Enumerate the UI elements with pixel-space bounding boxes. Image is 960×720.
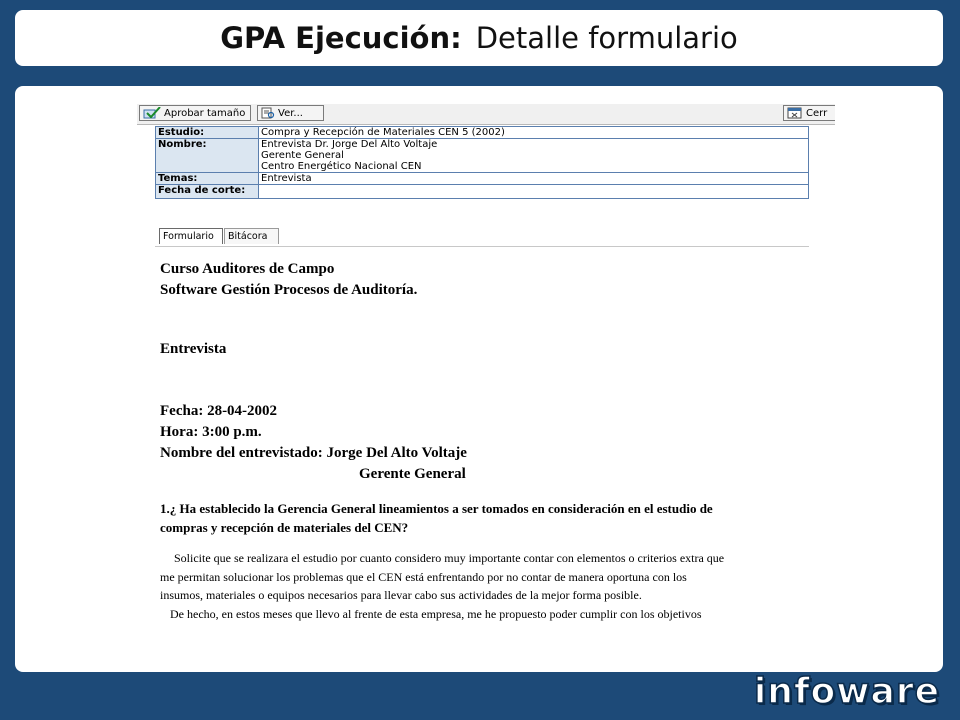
table-row [156,127,809,139]
temas-value: Entrevista [259,173,809,185]
nombre-value [259,139,809,173]
close-button[interactable] [783,105,835,121]
window-close-icon [787,107,803,119]
toolbar [137,104,835,125]
tab-bar [155,227,809,247]
document-view-icon [261,107,275,119]
fecha-corte-label: Fecha de corte: [156,185,259,199]
interview-time: Hora: 3:00 p.m. [160,424,262,440]
temas-label: Temas: [156,173,259,185]
tab-bitacora[interactable] [224,228,279,244]
approve-size-button[interactable] [139,105,251,121]
slide-title-rest: Detalle formulario [475,21,738,55]
estudio-value: Compra y Recepción de Materiales CEN 5 (2002) [259,127,809,139]
checkmark-icon [143,107,161,119]
info-table [155,126,809,199]
nombre-label: Nombre: [156,139,259,173]
estudio-label: Estudio: [156,127,259,139]
answer-line-2: me permitan solucionar los problemas que el CEN está enfrentando por no contar de manera oportuna con los [160,569,687,584]
table-row [156,185,809,199]
view-button[interactable] [257,105,324,121]
close-label: Cerr [806,107,828,119]
slide-title [15,10,943,66]
table-row [156,139,809,173]
approve-size-label: Aprobar tamaño [164,107,246,119]
nombre-line-1: Entrevista Dr. Jorge Del Alto Voltaje [261,139,438,150]
fecha-corte-value [259,185,809,199]
nombre-line-2: Gerente General [261,150,344,161]
tab-bitacora-label: Bitácora [228,231,268,242]
infoware-logo: infoware [753,671,940,712]
interview-heading: Entrevista [160,341,227,357]
tab-formulario[interactable] [159,228,223,244]
interviewee-name: Nombre del entrevistado: Jorge Del Alto Voltaje [160,445,467,461]
answer-line-3: insumos, materiales o equipos necesarios para llevar cabo sus actividades de la mejor forma posible. [160,588,642,602]
interviewee-position: Gerente General [359,466,466,482]
view-label: Ver... [278,107,303,119]
nombre-line-3: Centro Energético Nacional CEN [261,161,422,172]
software-title: Software Gestión Procesos de Auditoría. [160,282,418,298]
slide-title-bold: GPA Ejecución: [220,21,462,55]
course-title: Curso Auditores de Campo [160,261,335,277]
tab-formulario-label: Formulario [163,231,214,242]
answer-line-4: De hecho, en estos meses que llevo al frente de esta empresa, me he propuesto poder cumplir con los objetivos [170,606,702,621]
table-row [156,173,809,185]
question-1-line-2: compras y recepción de materiales del CEN? [160,520,409,535]
answer-line-1: Solicite que se realizara el estudio por cuanto considero muy importante contar con elementos o criterios extra que [174,551,725,565]
interview-date: Fecha: 28-04-2002 [160,403,278,419]
document-body [160,259,820,623]
question-1-line-1: 1.¿ Ha establecido la Gerencia General lineamientos a ser tomados en consideración en el estudio de [160,501,713,516]
content-panel [15,86,943,672]
